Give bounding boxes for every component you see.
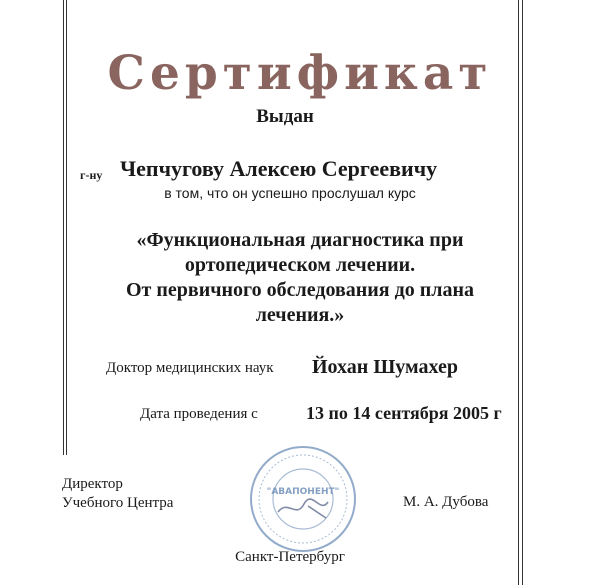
- course-title-line: ортопедическом лечении.: [184, 254, 416, 276]
- completion-statement: в том, что он успешно прослушал курс: [164, 185, 416, 201]
- date-value: 13 по 14 сентября 2005 г: [306, 403, 502, 423]
- recipient-name: Чепчугову Алексею Сергеевичу: [120, 156, 438, 181]
- date-label: Дата проведения с: [140, 406, 258, 422]
- signature-mark: [278, 499, 328, 518]
- city: Санкт-Петербург: [235, 549, 345, 565]
- signatory-name: М. А. Дубова: [403, 494, 489, 510]
- stamp-text: "АВАПОНЕНТ": [266, 487, 340, 497]
- lecturer-label: Доктор медицинских наук: [106, 360, 274, 376]
- honorific: г-ну: [80, 168, 103, 182]
- lecturer-name: Йохан Шумахер: [312, 356, 459, 378]
- director-line: Учебного Центра: [62, 495, 174, 511]
- issued-label: Выдан: [256, 106, 314, 127]
- director-title: [62, 475, 173, 513]
- course-title-line: От первичного обследования до плана: [126, 279, 474, 301]
- official-stamp-icon: [248, 444, 358, 554]
- certificate-title: Сертификат: [107, 46, 493, 101]
- course-title-line: «Функциональная диагностика при: [136, 229, 464, 251]
- course-title: [0, 228, 600, 328]
- course-title-line: лечения.»: [255, 304, 345, 326]
- director-line: Директор: [62, 476, 123, 492]
